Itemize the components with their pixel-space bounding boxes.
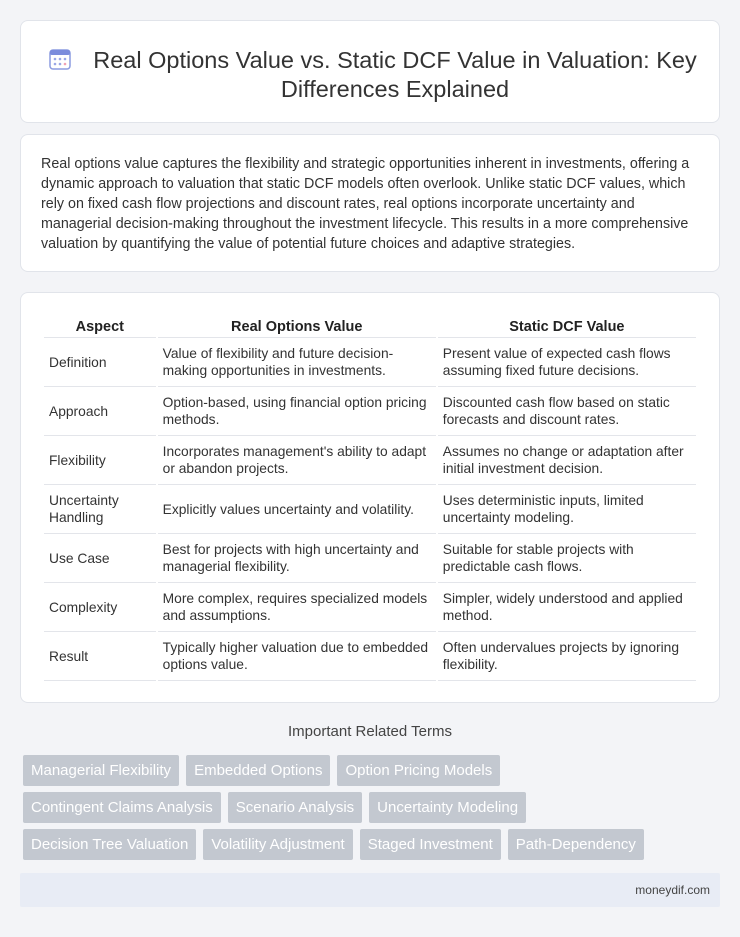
row-real-options: Explicitly values uncertainty and volatility. bbox=[158, 485, 436, 534]
tag-uncertainty-modeling[interactable]: Uncertainty Modeling bbox=[369, 792, 526, 823]
tag-contingent-claims-analysis[interactable]: Contingent Claims Analysis bbox=[23, 792, 221, 823]
comparison-table bbox=[42, 316, 698, 681]
tag-row bbox=[23, 792, 713, 823]
row-static-dcf: Uses deterministic inputs, limited uncertainty modeling. bbox=[438, 485, 696, 534]
tag-decision-tree-valuation[interactable]: Decision Tree Valuation bbox=[23, 829, 196, 860]
tag-row bbox=[23, 755, 713, 786]
calendar-icon bbox=[48, 47, 72, 71]
row-real-options: More complex, requires specialized models and assumptions. bbox=[158, 583, 436, 632]
tag-embedded-options[interactable]: Embedded Options bbox=[186, 755, 330, 786]
related-terms-heading: Important Related Terms bbox=[288, 723, 452, 740]
title-card bbox=[20, 20, 720, 123]
row-static-dcf: Assumes no change or adaptation after initial investment decision. bbox=[438, 436, 696, 485]
footer-bar bbox=[20, 873, 720, 907]
row-static-dcf: Simpler, widely understood and applied method. bbox=[438, 583, 696, 632]
tag-scenario-analysis[interactable]: Scenario Analysis bbox=[228, 792, 362, 823]
table-row bbox=[44, 485, 696, 534]
comparison-table-card bbox=[20, 292, 720, 703]
row-aspect: Complexity bbox=[44, 583, 156, 632]
row-aspect: Approach bbox=[44, 387, 156, 436]
intro-card bbox=[20, 134, 720, 272]
row-real-options: Incorporates management's ability to adapt or abandon projects. bbox=[158, 436, 436, 485]
table-header-row bbox=[44, 316, 696, 338]
footer-site-name[interactable]: moneydif.com bbox=[635, 883, 710, 897]
row-real-options: Option-based, using financial option pricing methods. bbox=[158, 387, 436, 436]
row-static-dcf: Suitable for stable projects with predictable cash flows. bbox=[438, 534, 696, 583]
table-row bbox=[44, 583, 696, 632]
tag-path-dependency[interactable]: Path-Dependency bbox=[508, 829, 644, 860]
tag-volatility-adjustment[interactable]: Volatility Adjustment bbox=[203, 829, 352, 860]
intro-paragraph: Real options value captures the flexibility and strategic opportunities inherent in investments, offering a dynamic approach to valuation that static DCF models often overlook. Unlike static DCF values, which rely on fixed cash flow projections and discount rates, real options incorporate uncertainty and managerial decision-making throughout the investment lifecycle. This results in a more comprehensive valuation by quantifying the value of potential future choices and adaptive strategies. bbox=[41, 156, 690, 252]
row-aspect: Flexibility bbox=[44, 436, 156, 485]
row-static-dcf: Present value of expected cash flows assuming fixed future decisions. bbox=[438, 338, 696, 387]
row-real-options: Value of flexibility and future decision-making opportunities in investments. bbox=[158, 338, 436, 387]
table-row bbox=[44, 632, 696, 681]
row-aspect: Use Case bbox=[44, 534, 156, 583]
table-row bbox=[44, 338, 696, 387]
row-static-dcf: Discounted cash flow based on static forecasts and discount rates. bbox=[438, 387, 696, 436]
related-terms-tags bbox=[23, 755, 713, 866]
tag-staged-investment[interactable]: Staged Investment bbox=[360, 829, 501, 860]
header-aspect: Aspect bbox=[44, 316, 156, 338]
header-static-dcf: Static DCF Value bbox=[438, 316, 696, 338]
tag-managerial-flexibility[interactable]: Managerial Flexibility bbox=[23, 755, 179, 786]
header-real-options: Real Options Value bbox=[158, 316, 436, 338]
row-real-options: Typically higher valuation due to embedded options value. bbox=[158, 632, 436, 681]
row-static-dcf: Often undervalues projects by ignoring flexibility. bbox=[438, 632, 696, 681]
page-title: Real Options Value vs. Static DCF Value in Valuation: Key Differences Explained bbox=[93, 47, 697, 102]
table-row bbox=[44, 534, 696, 583]
table-row bbox=[44, 387, 696, 436]
tag-row bbox=[23, 829, 713, 860]
row-aspect: Uncertainty Handling bbox=[44, 485, 156, 534]
tag-option-pricing-models[interactable]: Option Pricing Models bbox=[337, 755, 500, 786]
table-row bbox=[44, 436, 696, 485]
row-aspect: Result bbox=[44, 632, 156, 681]
row-aspect: Definition bbox=[44, 338, 156, 387]
row-real-options: Best for projects with high uncertainty and managerial flexibility. bbox=[158, 534, 436, 583]
